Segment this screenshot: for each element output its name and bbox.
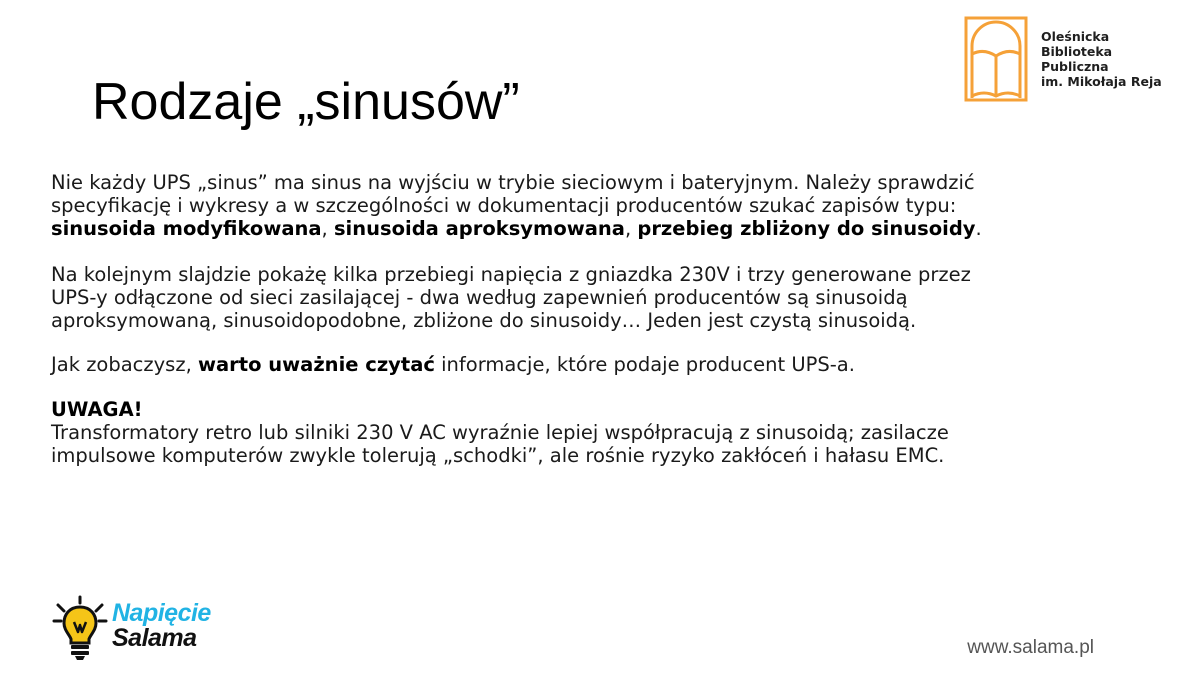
library-name-line: Oleśnicka [1041, 29, 1110, 44]
text-line: UPS-y odłączone od sieci zasilającej - dwa według zapewnień producentów są sinusoidą [51, 286, 908, 309]
paragraph-read-carefully [51, 353, 1131, 376]
library-name [1041, 29, 1162, 89]
bold-phrase: warto uważnie czytać [197, 353, 435, 376]
library-name-line: Biblioteka [1041, 44, 1113, 59]
library-logo [964, 16, 1174, 102]
text-line: impulsowe komputerów zwykle tolerują „schodki”, ale rośnie ryzyko zakłóceń i hałasu EMC. [51, 444, 945, 467]
library-name-line: Publiczna [1041, 59, 1109, 74]
website-url: www.salama.pl [967, 637, 1094, 658]
brand-logo [50, 595, 230, 661]
separator: , [321, 217, 334, 240]
paragraph-intro [51, 171, 1131, 240]
bold-term: sinusoida modyfikowana [51, 217, 322, 240]
brand-name-line2: Salama [112, 624, 197, 652]
text-line: aproksymowaną, sinusoidopodobne, zbliżone do sinusoidy… Jeden jest czystą sinusoidą. [51, 309, 917, 332]
bold-term: przebieg zbliżony do sinusoidy [637, 217, 976, 240]
slide-title: Rodzaje „sinusów” [92, 73, 520, 131]
text-run: informacje, które podaje producent UPS-a. [434, 353, 855, 376]
paragraph-warning [51, 398, 1131, 467]
separator: , [624, 217, 638, 240]
text-run: Jak zobaczysz, [51, 353, 198, 376]
brand-name-line1: Napięcie [112, 599, 211, 627]
text-line [51, 353, 1131, 376]
text-line: Na kolejnym slajdzie pokażę kilka przebiegi napięcia z gniazdka 230V i trzy generowane przez [51, 263, 971, 286]
text-line: Transformatory retro lub silniki 230 V AC wyraźnie lepiej współpracują z sinusoidą; zasilacze [51, 421, 949, 444]
text-line: Nie każdy UPS „sinus” ma sinus na wyjściu w trybie sieciowym i bateryjnym. Należy sprawdzić [51, 171, 975, 194]
bold-term: sinusoida aproksymowana [333, 217, 625, 240]
warning-heading [51, 398, 1131, 421]
lightbulb-icon [50, 595, 110, 661]
library-name-line: im. Mikołaja Reja [1041, 74, 1162, 89]
warning-heading-text: UWAGA! [51, 398, 143, 421]
paragraph-next-slide [51, 263, 1131, 332]
text-line: specyfikację i wykresy a w szczególności w dokumentacji producentów szukać zapisów typu: [51, 194, 957, 217]
slide-body [51, 171, 1131, 467]
sentence-end: . [975, 217, 982, 240]
brand-name [112, 601, 211, 651]
text-line [51, 217, 1131, 240]
library-book-icon [964, 16, 1030, 102]
